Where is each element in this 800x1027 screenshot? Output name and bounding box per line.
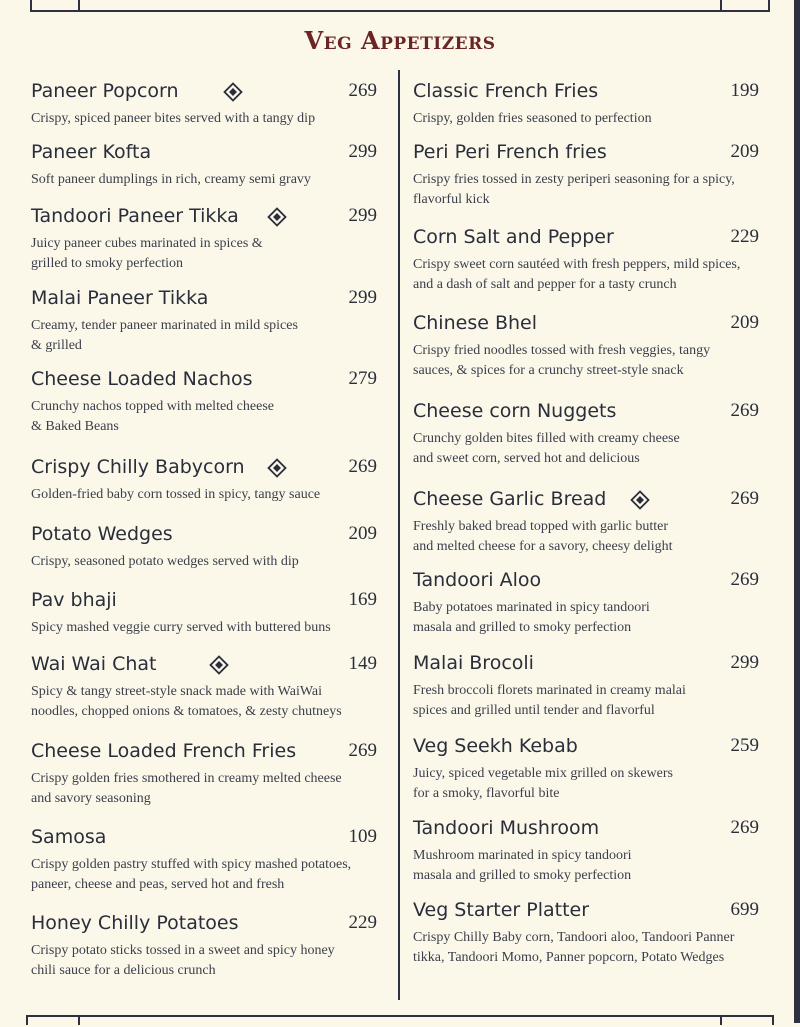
menu-item-header [413,652,759,678]
item-description: Crispy potato sticks tossed in a sweet and spicy honey chili sauce for a delicious crunch [31,943,335,978]
menu-item-header [31,523,377,549]
frame-corner-bl [26,1015,28,1025]
item-description: Golden-fried baby corn tossed in spicy, tangy sauce [31,487,321,502]
item-description: Crispy golden pastry stuffed with spicy mashed potatoes, paneer, cheese and peas, served hot and fresh [31,857,352,892]
menu-item [31,912,377,980]
menu-item [413,899,759,967]
item-name: Paneer Popcorn [31,80,179,102]
item-description: Spicy mashed veggie curry served with buttered buns [31,620,331,635]
menu-item-header [413,141,759,167]
item-price: 269 [348,80,377,101]
item-description: Crispy, seasoned potato wedges served with dip [31,554,299,569]
menu-item-header [413,400,759,426]
item-name: Tandoori Aloo [413,569,542,591]
menu-item-header [31,205,377,231]
section-title: Veg Appetizers [304,26,496,55]
item-description: Crispy, golden fries seasoned to perfection [413,111,652,126]
menu-item [31,80,377,129]
item-price: 269 [730,400,759,421]
item-description: Creamy, tender paneer marinated in mild spices & grilled [31,318,298,353]
menu-item-header [31,80,377,106]
item-price: 299 [348,205,377,226]
item-name: Malai Brocoli [413,652,534,674]
frame-corner-left-inner [78,0,80,12]
item-name: Honey Chilly Potatoes [31,912,239,934]
frame-corner-br-inner [720,1015,722,1025]
item-name: Paneer Kofta [31,141,152,163]
menu-item-header [31,456,377,482]
menu-item-header [413,899,759,925]
menu-item [31,368,377,436]
menu-item [413,226,759,294]
item-price: 299 [730,652,759,673]
item-name: Cheese Loaded Nachos [31,368,253,390]
item-price: 229 [730,226,759,247]
menu-item-header [413,569,759,595]
menu-item-header [31,653,377,679]
menu-item [413,652,759,720]
item-price: 209 [730,312,759,333]
menu-frame-bottom [0,1011,800,1023]
item-price: 109 [348,826,377,847]
page-edge [794,0,800,1023]
menu-item-header [31,740,377,766]
menu-frame-top [0,0,800,12]
item-price: 269 [348,740,377,761]
item-name: Peri Peri French fries [413,141,607,163]
menu-item-header [413,488,759,514]
item-description: Spicy & tangy street-style snack made with WaiWai noodles, chopped onions & tomatoes, & zesty chutneys [31,684,342,719]
item-description: Crispy, spiced paneer bites served with a tangy dip [31,111,316,126]
menu-item [413,312,759,380]
menu-item [413,569,759,637]
menu-item [413,80,759,129]
item-name: Classic French Fries [413,80,599,102]
frame-top-line [30,0,770,12]
menu-item-header [413,735,759,761]
item-price: 259 [730,735,759,756]
menu-item-header [413,817,759,843]
menu-item-header [31,589,377,615]
menu-item [31,653,377,721]
menu-item [31,456,377,505]
item-name: Veg Starter Platter [413,899,590,921]
menu-item-header [31,826,377,852]
item-name: Tandoori Paneer Tikka [31,205,239,227]
item-price: 299 [348,141,377,162]
menu-item-header [413,80,759,106]
item-price: 209 [348,523,377,544]
menu-item-header [31,141,377,167]
frame-corner-bl-inner [78,1015,80,1025]
menu-item [31,141,377,190]
item-price: 269 [730,488,759,509]
item-name: Samosa [31,826,107,848]
item-description: Juicy, spiced vegetable mix grilled on skewers for a smoky, flavorful bite [413,766,673,801]
menu-item [31,205,377,273]
item-price: 199 [730,80,759,101]
item-price: 209 [730,141,759,162]
diamond-icon [209,655,229,675]
menu-item [413,817,759,885]
item-name: Potato Wedges [31,523,173,545]
item-description: Crispy golden fries smothered in creamy melted cheese and savory seasoning [31,771,342,806]
menu-item-header [31,287,377,313]
frame-corner-br [772,1015,774,1025]
menu-item-header [31,368,377,394]
diamond-icon [267,207,287,227]
menu-item [31,740,377,808]
item-description: Crispy sweet corn sautéed with fresh peppers, mild spices, and a dash of salt and pepper for a tasty crunch [413,257,741,292]
item-name: Corn Salt and Pepper [413,226,614,248]
item-description: Fresh broccoli florets marinated in creamy malai spices and grilled until tender and flavorful [413,683,686,718]
menu-item-header [413,312,759,338]
menu-item [413,400,759,468]
item-name: Veg Seekh Kebab [413,735,578,757]
item-price: 279 [348,368,377,389]
menu-item [31,589,377,638]
item-description: Crispy Chilly Baby corn, Tandoori aloo, Tandoori Panner tikka, Tandoori Momo, Panner popcorn, Potato Wedges [413,930,735,965]
menu-item-header [31,912,377,938]
frame-corner-right [768,0,770,12]
item-name: Malai Paneer Tikka [31,287,209,309]
item-name: Pav bhaji [31,589,117,611]
menu-item [413,141,759,209]
column-divider [398,70,400,1000]
item-price: 299 [348,287,377,308]
item-price: 269 [730,817,759,838]
menu-item [413,735,759,803]
item-name: Cheese Loaded French Fries [31,740,297,762]
frame-corner-right-inner [720,0,722,12]
item-name: Tandoori Mushroom [413,817,600,839]
item-price: 169 [348,589,377,610]
item-price: 149 [348,653,377,674]
item-description: Juicy paneer cubes marinated in spices & grilled to smoky perfection [31,236,263,271]
item-description: Soft paneer dumplings in rich, creamy semi gravy [31,172,311,187]
item-description: Crunchy nachos topped with melted cheese & Baked Beans [31,399,274,434]
item-name: Cheese Garlic Bread [413,488,607,510]
item-name: Wai Wai Chat [31,653,157,675]
item-description: Crunchy golden bites filled with creamy cheese and sweet corn, served hot and delicious [413,431,680,466]
item-description: Baby potatoes marinated in spicy tandoori masala and grilled to smoky perfection [413,600,650,635]
item-description: Crispy fries tossed in zesty periperi seasoning for a spicy, flavorful kick [413,172,735,207]
diamond-icon [630,490,650,510]
menu-item [31,287,377,355]
diamond-icon [223,82,243,102]
item-price: 699 [730,899,759,920]
menu-item [31,523,377,572]
item-name: Cheese corn Nuggets [413,400,617,422]
diamond-icon [267,458,287,478]
item-price: 229 [348,912,377,933]
item-description: Crispy fried noodles tossed with fresh veggies, tangy sauces, & spices for a crunchy street-style snack [413,343,711,378]
item-name: Chinese Bhel [413,312,537,334]
menu-item [413,488,759,556]
item-price: 269 [348,456,377,477]
item-description: Freshly baked bread topped with garlic butter and melted cheese for a savory, cheesy delight [413,519,673,554]
item-description: Mushroom marinated in spicy tandoori masala and grilled to smoky perfection [413,848,632,883]
frame-bottom-line [26,1015,774,1027]
frame-corner-left [30,0,32,12]
menu-item-header [413,226,759,252]
item-name: Crispy Chilly Babycorn [31,456,245,478]
item-price: 269 [730,569,759,590]
menu-item [31,826,377,894]
